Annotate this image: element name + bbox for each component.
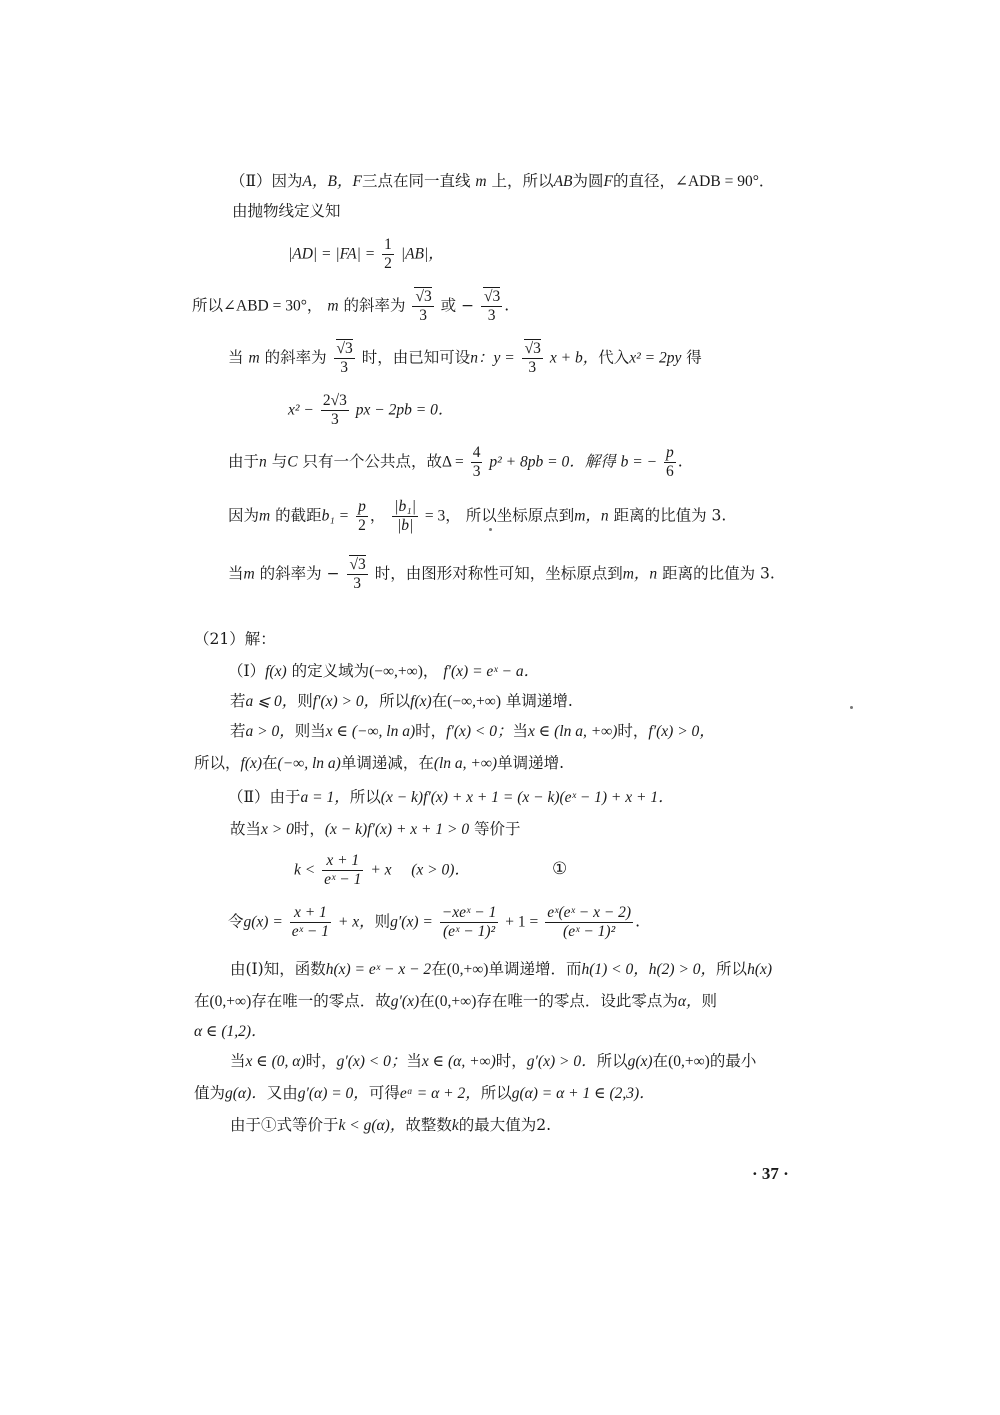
fraction-4-over-3: $\frac{4}{3}$ — [472, 444, 481, 480]
q21-line-10: 在(0,+∞)存在唯一的零点．故g′(x)在(0,+∞)存在唯一的零点．设此零点为α，则 — [194, 992, 718, 1010]
fraction-2sqrt3-over-3: $\frac{2√3}{3}$ — [322, 392, 347, 428]
line-part2-4: 所以∠ABD = 30°， m 的斜率为 $\frac{√3}{3}$ 或 − $\frac{√3}{3}$ . — [192, 288, 510, 324]
line-part2-8: 因为m 的截距b₁ = $\frac{p}{2}$ ， $\frac{\text{|b₁|}}{|b|}$ = 3， 所以坐标原点到m，n 距离的比值为 3. — [228, 498, 727, 534]
fraction-half: $\frac{1}{2}$ — [384, 236, 392, 272]
fraction-neg-slope: $\frac{√3}{3}$ — [347, 556, 368, 593]
line-part2-1: （Ⅱ）因为A，B，F三点在同一直线 m 上，所以AB为圆F的直径，∠ADB = 90°． — [230, 172, 775, 190]
q21-line-1: （Ⅰ）f(x) 的定义域为(−∞,+∞)， f′(x) = eˣ − a． — [228, 662, 540, 680]
fraction-sqrt3-over-3: $\frac{√3}{3}$ — [412, 288, 433, 325]
q21-line-8: 令g(x) = $\frac{x + 1}{\text{eˣ − 1}}$ + x，则g′(x) = $\frac{\text{−xeˣ − 1}}{\text{(eˣ − 1)²}}$ + 1 = $\frac{\text{eˣ(eˣ − x − 2)}}{\text{(eˣ − 1)²}}$ . — [228, 904, 641, 940]
q21-line-12: 当x ∈ (0, α)时，g′(x) < 0；当x ∈ (α, +∞)时，g′(x) > 0．所以g(x)在(0,+∞)的最小 — [230, 1052, 757, 1070]
line-part2-9: 当m 的斜率为 − $\frac{√3}{3}$ 时，由图形对称性可知，坐标原点到m，n 距离的比值为 3. — [228, 556, 775, 592]
q21-heading: （21）解： — [194, 630, 276, 648]
line-part2-6: x² − $\frac{2√3}{3}$ px − 2pb = 0． — [288, 392, 454, 428]
q21-line-3: 若a > 0，则当x ∈ (−∞, ln a)时，f′(x) < 0；当x ∈ (ln a, +∞)时，f′(x) > 0， — [230, 722, 715, 740]
scan-speck — [850, 706, 853, 709]
q21-line-5: （Ⅱ）由于a = 1，所以(x − k)f′(x) + x + 1 = (x − k)(eˣ − 1) + x + 1． — [228, 788, 674, 806]
q21-line-4: 所以，f(x)在(−∞, ln a)单调递减，在(ln a, +∞)单调递增. — [194, 754, 565, 772]
q21-line-2: 若a ⩽ 0，则f′(x) > 0，所以f(x)在(−∞,+∞) 单调递增. — [230, 692, 573, 710]
fraction-slope: $\frac{√3}{3}$ — [334, 340, 355, 377]
q21-line-9: 由(Ⅰ)知，函数h(x) = eˣ − x − 2在(0,+∞)单调递增．而h(1) < 0，h(2) > 0，所以h(x) — [230, 960, 773, 978]
line-part2-3: |AD| = |FA| = $\frac{1}{2}$ |AB|， — [288, 236, 444, 272]
page-number: · 37 · — [752, 1164, 789, 1183]
q21-line-7: k < $\frac{x + 1}{\text{eˣ − 1}}$ + x (x > 0)． — [294, 852, 470, 888]
scan-speck — [489, 528, 492, 531]
line-part2-5: 当 m 的斜率为 $\frac{√3}{3}$ 时，由已知可设n：y = $\frac{√3}{3}$ x + b，代入x² = 2py 得 — [228, 340, 702, 376]
fraction-line-slope: $\frac{√3}{3}$ — [522, 340, 543, 377]
fraction-ineq: $\frac{x + 1}{\text{eˣ − 1}}$ — [324, 852, 362, 888]
q21-line-6: 故当x > 0时，(x − k)f′(x) + x + 1 > 0 等价于 — [230, 820, 521, 838]
fraction-p-over-2: $\frac{p}{2}$ — [358, 498, 366, 534]
fraction-b1-over-b: $\frac{\text{|b₁|}}{|b|}$ — [394, 498, 416, 534]
fraction-sqrt3-over-3-neg: $\frac{√3}{3}$ — [481, 288, 502, 325]
fraction-p-over-6: $\frac{p}{6}$ — [666, 444, 674, 480]
line-part2-2: 由抛物线定义知 — [232, 202, 341, 220]
circled-one-marker: ① — [552, 859, 568, 879]
fraction-gprime-1: $\frac{\text{−xeˣ − 1}}{\text{(eˣ − 1)²}}$ — [441, 904, 497, 940]
fraction-gprime-2: $\frac{\text{eˣ(eˣ − x − 2)}}{\text{(eˣ − 1)²}}$ — [547, 904, 632, 940]
q21-line-13: 值为g(α)．又由g′(α) = 0，可得eᵅ = α + 2，所以g(α) = α + 1 ∈ (2,3)． — [194, 1084, 655, 1102]
line-part2-7: 由于n 与C 只有一个公共点，故Δ = $\frac{4}{3}$ p² + 8pb = 0．解得 b = − $\frac{p}{6}$ . — [228, 444, 683, 480]
fraction-g: $\frac{x + 1}{\text{eˣ − 1}}$ — [291, 904, 329, 940]
q21-line-14: 由于①式等价于k < g(α)，故整数k的最大值为2. — [230, 1116, 552, 1134]
q21-line-11: α ∈ (1,2)． — [194, 1023, 267, 1040]
